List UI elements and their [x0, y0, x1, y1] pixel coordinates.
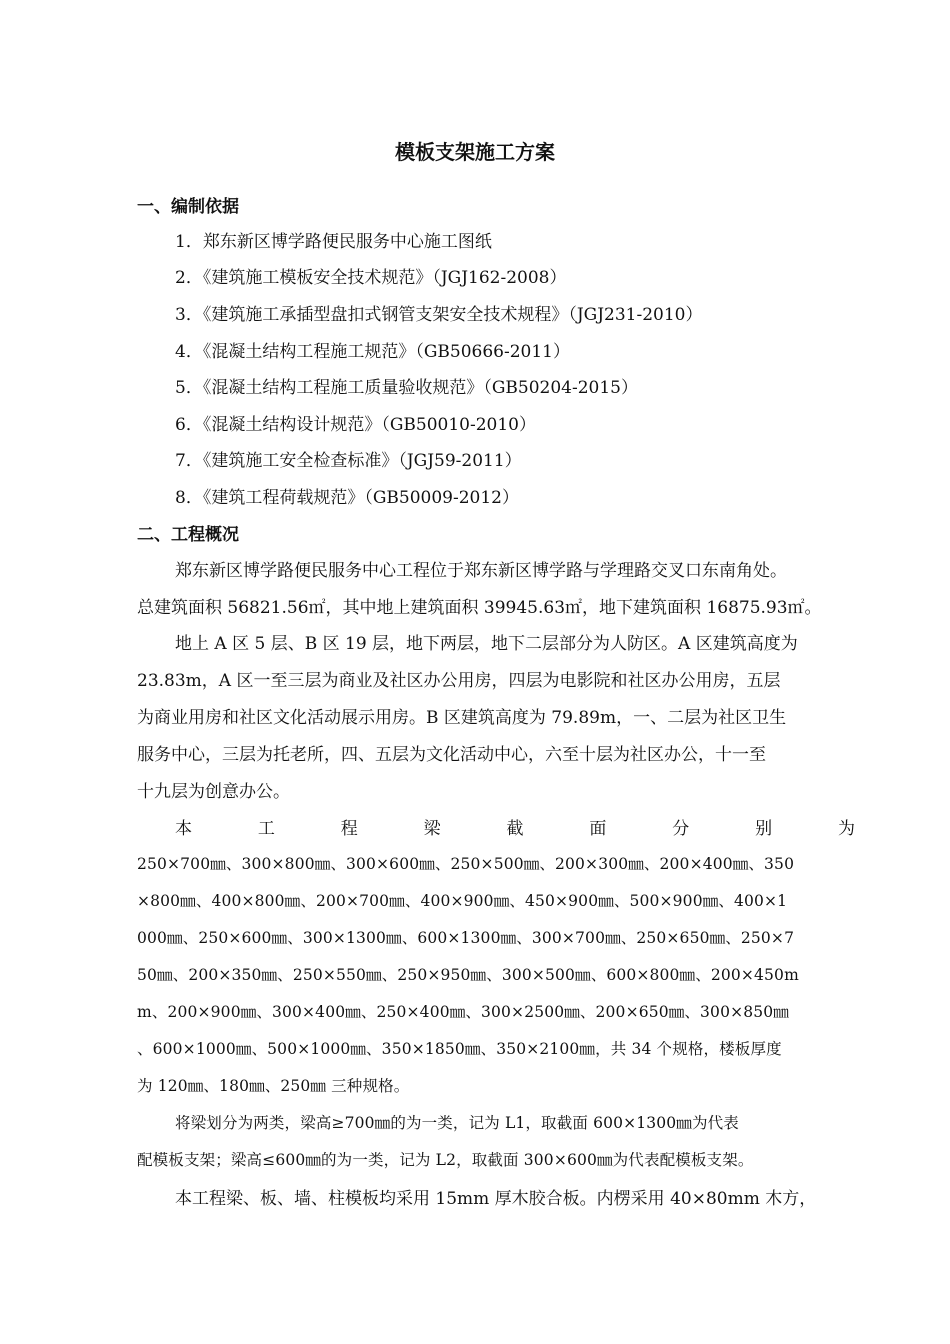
paragraph-line: 本工程梁、板、墙、柱模板均采用 15mm 厚木胶合板。内楞采用 40×80mm 木方，: [175, 1189, 817, 1209]
spread-char: 别: [755, 819, 773, 839]
paragraph-line: 地上 A 区 5 层、B 区 19 层，地下两层，地下二层部分为人防区。A 区建筑高度为: [175, 634, 798, 654]
paragraph-line: 十九层为创意办公。: [137, 782, 290, 802]
paragraph-line: 为 120㎜、180㎜、250㎜ 三种规格。: [137, 1077, 410, 1095]
section-heading-overview: 二、工程概况: [137, 525, 239, 545]
spread-line: [175, 814, 855, 839]
spread-char: 程: [340, 819, 358, 839]
paragraph-line: 50㎜、200×350㎜、250×550㎜、250×950㎜、300×500㎜、600×800㎜、200×450m: [137, 966, 799, 984]
spread-char: 面: [589, 819, 607, 839]
spread-char: 为: [838, 819, 855, 839]
paragraph-line: 000㎜、250×600㎜、300×1300㎜、600×1300㎜、300×700㎜、250×650㎜、250×7: [137, 929, 795, 947]
reference-item: 2．《建筑施工模板安全技术规范》（JGJ162-2008）: [175, 268, 567, 288]
paragraph-line: 郑东新区博学路便民服务中心工程位于郑东新区博学路与学理路交叉口东南角处。: [175, 561, 787, 581]
paragraph-line: 总建筑面积 56821.56㎡，其中地上建筑面积 39945.63㎡，地下建筑面积 16875.93㎡。: [137, 598, 822, 618]
paragraph-line: ×800㎜、400×800㎜、200×700㎜、400×900㎜、450×900㎜、500×900㎜、400×1: [137, 892, 788, 910]
paragraph-line: 250×700㎜、300×800㎜、300×600㎜、250×500㎜、200×300㎜、200×400㎜、350: [137, 855, 795, 873]
reference-item: 5．《混凝土结构工程施工质量验收规范》（GB50204-2015）: [175, 378, 638, 398]
reference-item: 8．《建筑工程荷载规范》（GB50009-2012）: [175, 488, 519, 508]
spread-char: 分: [672, 819, 690, 839]
paragraph-line: 服务中心，三层为托老所，四、五层为文化活动中心，六至十层为社区办公，十一至: [137, 745, 766, 765]
paragraph-line: 23.83m，A 区一至三层为商业及社区办公用房，四层为电影院和社区办公用房，五层: [137, 671, 781, 691]
reference-item: 6．《混凝土结构设计规范》（GB50010-2010）: [175, 415, 536, 435]
reference-item: 3．《建筑施工承插型盘扣式钢管支架安全技术规程》（JGJ231-2010）: [175, 305, 703, 325]
section-heading-basis: 一、编制依据: [137, 197, 239, 217]
paragraph-line: 为商业用房和社区文化活动展示用房。B 区建筑高度为 79.89m，一、二层为社区卫生: [137, 708, 787, 728]
spread-char: 梁: [423, 819, 441, 839]
paragraph-line: 配模板支架；梁高≤600㎜的为一类，记为 L2，取截面 300×600㎜为代表配模板支架。: [137, 1151, 754, 1169]
spread-char: 工: [257, 819, 275, 839]
reference-item: 4．《混凝土结构工程施工规范》（GB50666-2011）: [175, 342, 570, 362]
paragraph-line: m、200×900㎜、300×400㎜、250×400㎜、300×2500㎜、200×650㎜、300×850㎜: [137, 1003, 789, 1021]
page-title: 模板支架施工方案: [395, 140, 555, 164]
spread-char: 本: [175, 819, 192, 839]
paragraph-line: 、600×1000㎜、500×1000㎜、350×1850㎜、350×2100㎜，共 34 个规格，楼板厚度: [137, 1040, 782, 1058]
spread-char: 截: [506, 819, 524, 839]
reference-item: 7．《建筑施工安全检查标准》（JGJ59-2011）: [175, 451, 522, 471]
reference-item: 1．郑东新区博学路便民服务中心施工图纸: [175, 232, 492, 252]
paragraph-line: 将梁划分为两类，梁高≥700㎜的为一类，记为 L1，取截面 600×1300㎜为代表: [175, 1114, 739, 1132]
